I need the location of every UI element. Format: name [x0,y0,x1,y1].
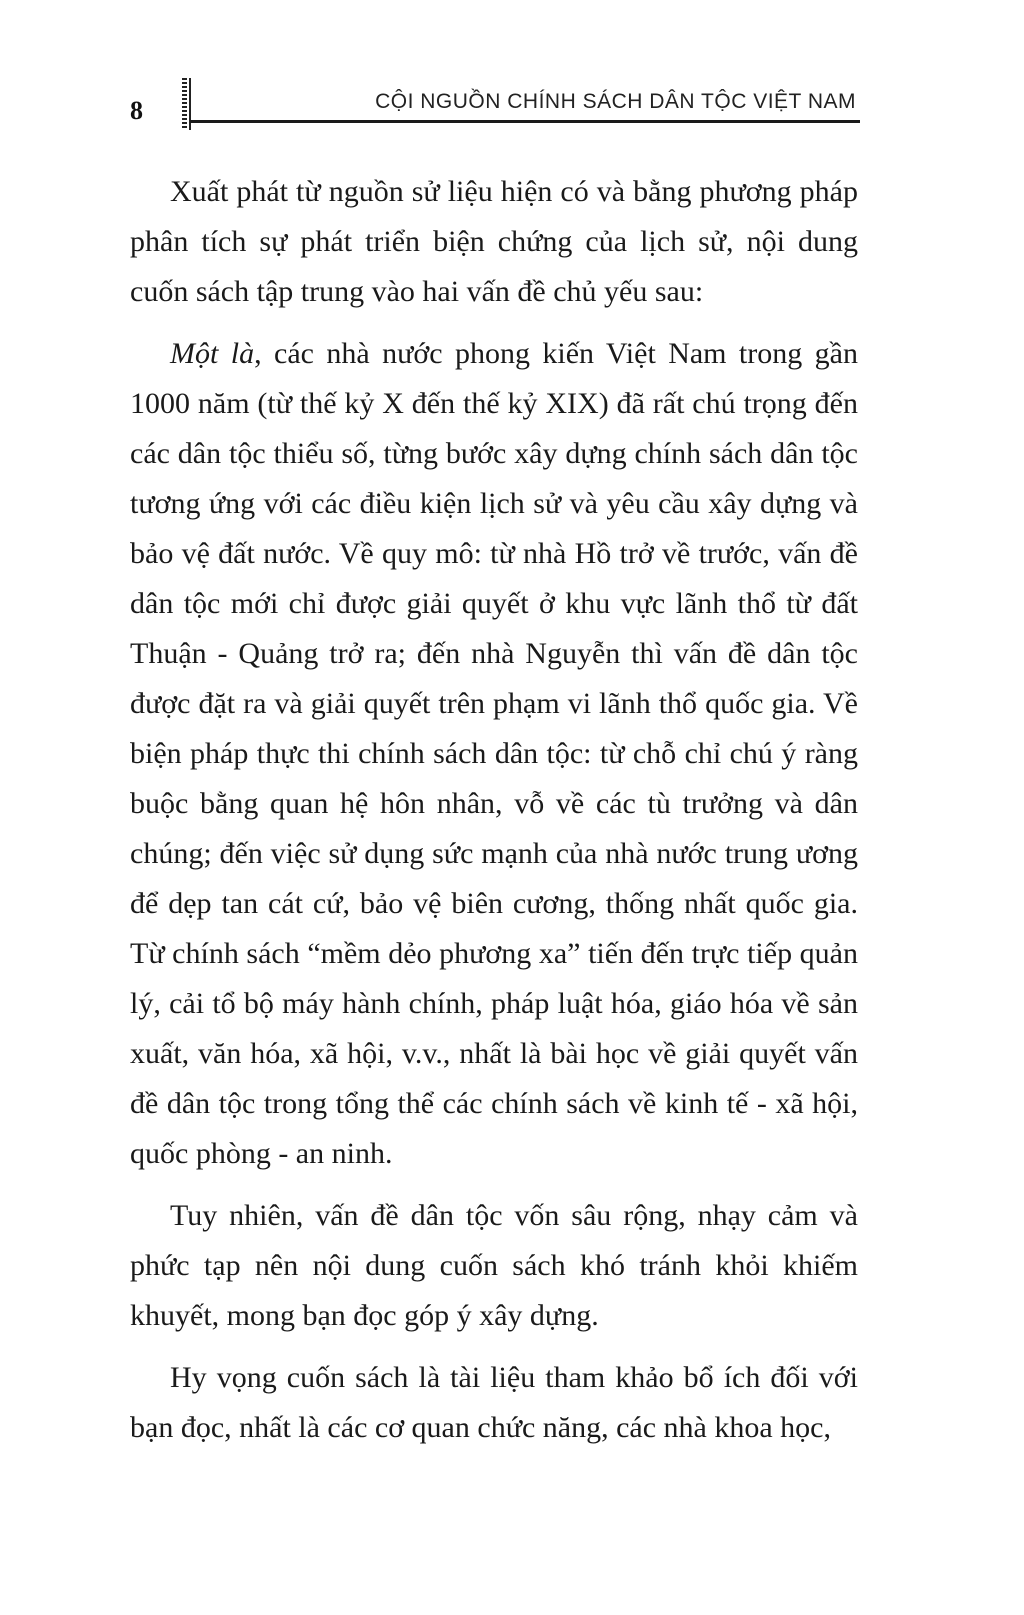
page-number: 8 [130,96,143,125]
paragraph-2-lead: Một là [170,337,255,370]
paragraph-2-rest: , các nhà nước phong kiến Việt Nam trong gần 1000 năm (từ thế kỷ X đến thế kỷ XIX) đã rất chú trọng đến các dân tộc thiểu số, từng bước xây dựng chính sách dân tộc tương ứng với các điều kiện lịch sử và yêu cầu xây dựng và bảo vệ đất nước. Về quy mô: từ nhà Hồ trở về trước, vấn đề dân tộc mới chỉ được giải quyết ở khu vực lãnh thổ từ đất Thuận - Quảng trở ra; đến nhà Nguyễn thì vấn đề dân tộc được đặt ra và giải quyết trên phạm vi lãnh thổ quốc gia. Về biện pháp thực thi chính sách dân tộc: từ chỗ chỉ chú ý ràng buộc bằng quan hệ hôn nhân, vỗ về các tù trưởng và dân chúng; đến việc sử dụng sức mạnh của nhà nước trung ương để dẹp tan cát cứ, bảo vệ biên cương, thống nhất quốc gia. Từ chính sách “mềm dẻo phương xa” tiến đến trực tiếp quản lý, cải tổ bộ máy hành chính, pháp luật hóa, giáo hóa về sản xuất, văn hóa, xã hội, v.v., nhất là bài học về giải quyết vấn đề dân tộc trong tổng thể các chính sách về kinh tế - xã hội, quốc phòng - an ninh. [130,337,858,1170]
paragraph-3: Tuy nhiên, vấn đề dân tộc vốn sâu rộng, nhạy cảm và phức tạp nên nội dung cuốn sách khó tránh khỏi khiếm khuyết, mong bạn đọc góp ý xây dựng. [130,1199,858,1332]
paragraph-1: Xuất phát từ nguồn sử liệu hiện có và bằng phương pháp phân tích sự phát triển biện chứng của lịch sử, nội dung cuốn sách tập trung vào hai vấn đề chủ yếu sau: [130,175,858,308]
header-ornament [182,78,187,130]
running-title: CỘI NGUỒN CHÍNH SÁCH DÂN TỘC VIỆT NAM [375,90,856,113]
body-text [130,167,858,1465]
page-header [130,78,860,130]
paragraph-2 [130,329,858,1179]
header-rule [190,120,860,123]
paragraph-4: Hy vọng cuốn sách là tài liệu tham khảo bổ ích đối với bạn đọc, nhất là các cơ quan chức năng, các nhà khoa học, [130,1361,858,1444]
